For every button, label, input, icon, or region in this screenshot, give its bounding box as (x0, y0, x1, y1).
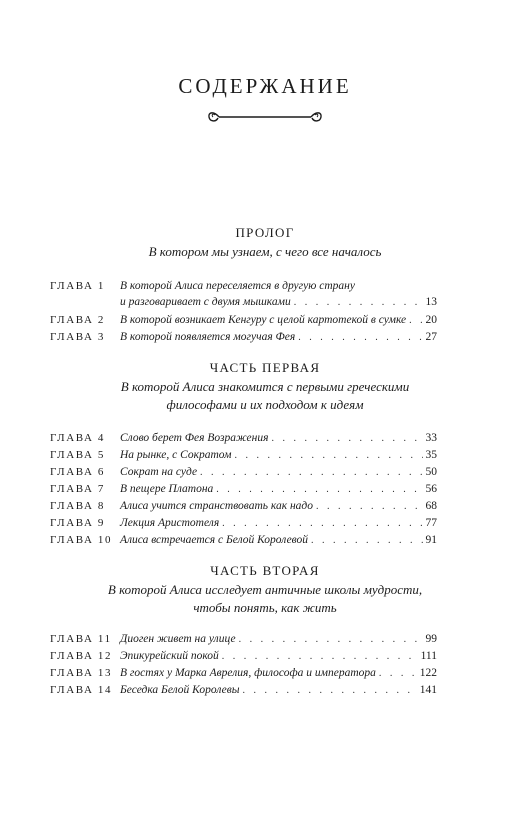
chapter-label: ГЛАВА 13 (50, 667, 113, 679)
page-number: 99 (425, 633, 437, 645)
page-number: 77 (425, 517, 437, 529)
dot-leader (243, 685, 417, 696)
section-subtitle-part-two: В которой Алиса исследует античные школы мудрости, чтобы понять, как жить (107, 582, 423, 615)
toc-entry-chapter-11[interactable] (0, 633, 530, 649)
chapter-title: Сократ на суде (120, 466, 198, 478)
section-title-prologue: ПРОЛОГ (235, 225, 295, 240)
chapter-label: ГЛАВА 9 (50, 517, 105, 529)
dot-leader (216, 484, 422, 495)
chapter-label: ГЛАВА 1 (50, 280, 105, 292)
chapter-label: ГЛАВА 5 (50, 449, 105, 461)
chapter-title: В которой появляется могучая Фея (120, 331, 296, 343)
chapter-label: ГЛАВА 2 (50, 314, 105, 326)
dot-leader (316, 501, 422, 512)
dot-leader (271, 433, 422, 444)
toc-entry-chapter-5[interactable] (0, 449, 530, 465)
chapter-title: В пещере Платона (120, 483, 214, 495)
page-number: 111 (420, 650, 437, 662)
dot-leader (239, 634, 423, 645)
chapter-label: ГЛАВА 10 (50, 534, 113, 546)
section-title-part-two: ЧАСТЬ ВТОРАЯ (210, 563, 320, 578)
dot-leader (222, 651, 418, 662)
page-number: 141 (419, 684, 437, 696)
toc-entry-chapter-9[interactable] (0, 517, 530, 533)
toc-entry-chapter-7[interactable] (0, 483, 530, 499)
page-title: СОДЕРЖАНИЕ (178, 74, 352, 98)
dot-leader (379, 668, 417, 679)
chapter-title: В которой возникает Кенгуру с целой картотекой в сумке (120, 314, 407, 326)
chapter-label: ГЛАВА 7 (50, 483, 105, 495)
page-number: 35 (425, 449, 437, 461)
page-number: 50 (425, 466, 437, 478)
toc-entry-chapter-13[interactable] (0, 667, 530, 683)
chapter-title: В которой Алиса переселяется в другую страну (120, 280, 355, 292)
chapter-label: ГЛАВА 8 (50, 500, 105, 512)
dot-leader (200, 467, 422, 478)
chapter-title: На рынке, с Сократом (120, 449, 232, 461)
chapter-label: ГЛАВА 4 (50, 432, 105, 444)
chapter-label: ГЛАВА 11 (50, 633, 112, 645)
toc-entry-chapter-12[interactable] (0, 650, 530, 666)
toc-entry-chapter-2[interactable] (0, 314, 530, 330)
page-number: 33 (425, 432, 437, 444)
chapter-label: ГЛАВА 12 (50, 650, 113, 662)
dot-leader (298, 332, 422, 343)
chapter-label: ГЛАВА 6 (50, 466, 105, 478)
toc-entry-chapter-6[interactable] (0, 466, 530, 482)
chapter-title: Диоген живет на улице (120, 633, 236, 645)
dot-leader (311, 535, 422, 546)
toc-entry-chapter-14[interactable] (0, 684, 530, 700)
dot-leader (294, 297, 423, 308)
page-number: 122 (419, 667, 437, 679)
chapter-title: Алиса встречается с Белой Королевой (120, 534, 309, 546)
chapter-title: Эпикурейский покой (120, 650, 219, 662)
chapter-label: ГЛАВА 14 (50, 684, 113, 696)
toc-entry-chapter-1-line1[interactable] (0, 280, 530, 296)
dot-leader (409, 315, 422, 326)
chapter-title: В гостях у Марка Аврелия, философа и императора (120, 667, 376, 679)
section-subtitle-part-one: В которой Алиса знакомится с первыми греческими философами и их подходом к идеям (120, 379, 410, 412)
chapter-title: Беседка Белой Королевы (120, 684, 240, 696)
page-number: 27 (425, 331, 437, 343)
page-number: 91 (425, 534, 437, 546)
page-number: 56 (425, 483, 437, 495)
section-title-part-one: ЧАСТЬ ПЕРВАЯ (209, 360, 321, 375)
toc-entry-chapter-4[interactable] (0, 432, 530, 448)
chapter-title: Слово берет Фея Возражения (120, 432, 269, 444)
chapter-title: Лекция Аристотеля (120, 517, 220, 529)
page-number: 13 (425, 296, 437, 308)
toc-entry-chapter-10[interactable] (0, 534, 530, 550)
dot-leader (222, 518, 422, 529)
dot-leader (234, 450, 422, 461)
chapter-title-continued: и разговаривает с двумя мышками (120, 296, 291, 308)
toc-entry-chapter-1-line2[interactable] (0, 296, 530, 312)
ornament-divider-icon (205, 107, 325, 127)
toc-entry-chapter-8[interactable] (0, 500, 530, 516)
page-number: 68 (425, 500, 437, 512)
section-subtitle-prologue: В котором мы узнаем, с чего все началось (148, 244, 382, 259)
page-number: 20 (425, 314, 437, 326)
chapter-title: Алиса учится странствовать как надо (120, 500, 314, 512)
chapter-label: ГЛАВА 3 (50, 331, 105, 343)
toc-entry-chapter-3[interactable] (0, 331, 530, 347)
